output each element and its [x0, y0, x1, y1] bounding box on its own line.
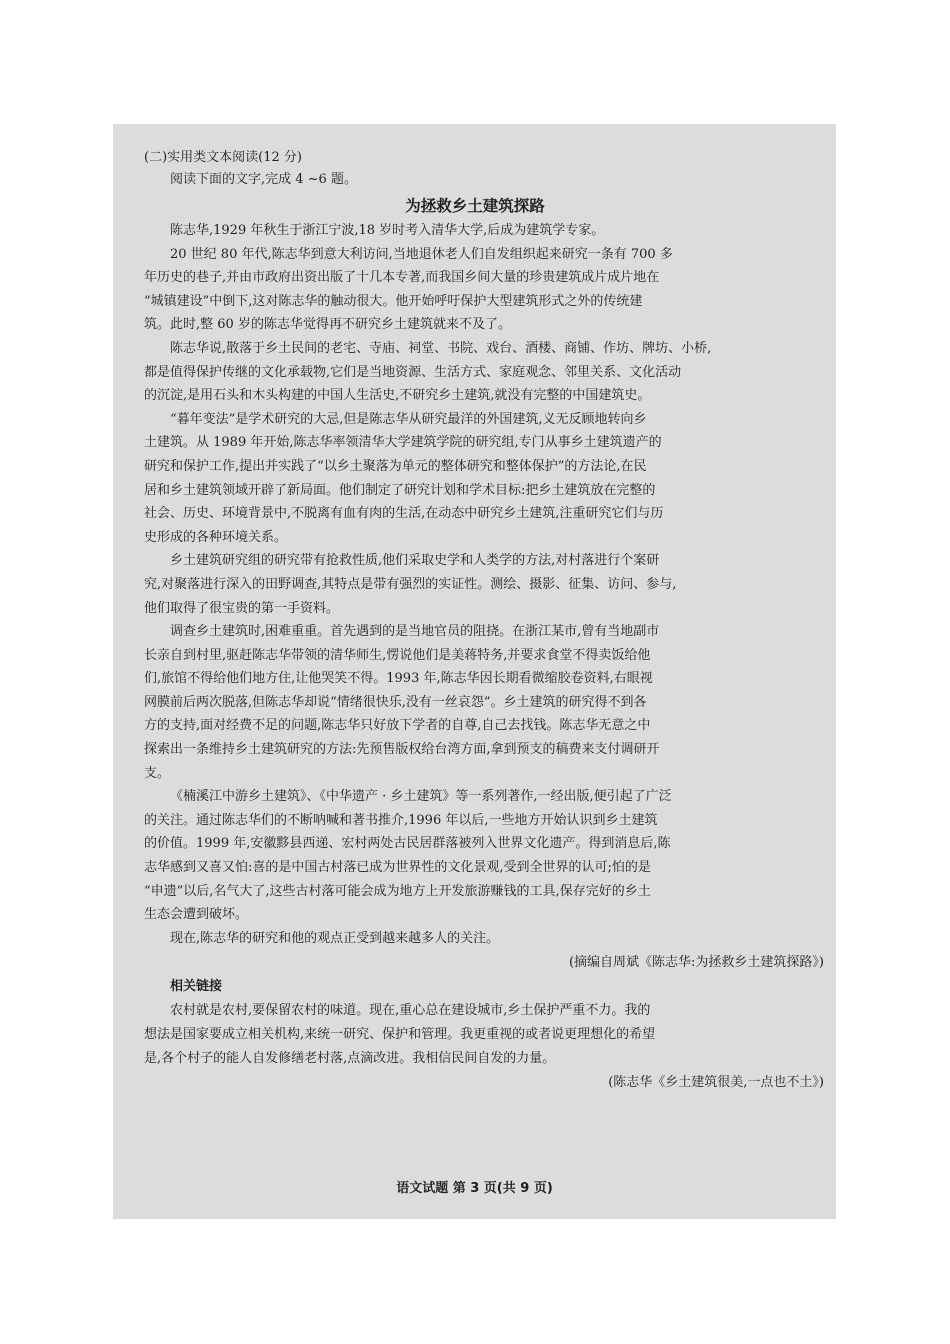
related-line: 想法是国家要成立相关机构,来统一研究、保护和管理。我更重视的或者说更理想化的希望	[144, 1027, 656, 1042]
related-link-body	[144, 999, 826, 1070]
page-footer: 语文试题 第 3 页(共 9 页)	[396, 1181, 553, 1196]
paragraph-line: “申遗”以后,名气大了,这些古村落可能会成为地方上开发旅游赚钱的工具,保存完好的乡土	[144, 883, 651, 899]
paragraph-line: 乡土建筑研究组的研究带有抢救性质,他们采取史学和人类学的方法,对村落进行个案研	[170, 553, 660, 569]
paragraph-line: 长亲自到村里,驱赶陈志华带领的清华师生,愣说他们是美蒋特务,并要求食堂不得卖饭给他	[144, 647, 651, 663]
paragraph-line: 网膜前后两次脱落,但陈志华却说“情绪很快乐,没有一丝哀怨”。乡土建筑的研究得不到各	[144, 694, 647, 710]
paragraph-line: 们,旅馆不得给他们地方住,让他哭笑不得。1993 年,陈志华因长期看微缩胶卷资料,右眼视	[144, 671, 653, 687]
paragraph-line: 调查乡土建筑时,困难重重。首先遇到的是当地官员的阻挠。在浙江某市,曾有当地副市	[170, 624, 660, 640]
paragraph-line: 生态会遭到破坏。	[144, 907, 249, 923]
paragraph-line: “城镇建设”中倒下,这对陈志华的触动很大。他开始呼吁保护大型建筑形式之外的传统建	[144, 293, 643, 309]
paragraph-line: 都是值得保护传继的文化承载物,它们是当地资源、生活方式、家庭观念、邻里关系、文化活动	[144, 364, 682, 380]
paragraph-line: 志华感到又喜又怕:喜的是中国古村落已成为世界性的文化景观,受到全世界的认可;怕的是	[144, 860, 651, 876]
article-paragraph	[144, 785, 826, 927]
paragraph-line: 支。	[144, 765, 171, 781]
article-paragraph	[144, 408, 826, 550]
paragraph-line: 年历史的巷子,并由市政府出资出版了十几本专著,而我国乡间大量的珍贵建筑成片成片地在	[144, 270, 660, 286]
paragraph-line: 陈志华,1929 年秋生于浙江宁波,18 岁时考入清华大学,后成为建筑学专家。	[170, 223, 605, 238]
paragraph-line: 土建筑。从 1989 年开始,陈志华率领清华大学建筑学院的研究组,专门从事乡土建筑遗产的	[144, 435, 662, 451]
article-paragraph	[144, 620, 826, 785]
paragraph-line: 探索出一条维持乡土建筑研究的方法:先预售版权给台湾方面,拿到预支的稿费来支付调研开	[144, 742, 660, 758]
article-source: (摘编自周斌《陈志华:为拯救乡土建筑探路》)	[568, 955, 824, 971]
article-paragraph	[144, 219, 826, 243]
exam-page	[113, 124, 836, 1219]
related-line: 是,各个村子的能人自发修缮老村落,点滴改进。我相信民间自发的力量。	[144, 1050, 556, 1066]
article-paragraph	[144, 927, 826, 951]
paragraph-line: 社会、历史、环境背景中,不脱离有血有肉的生活,在动态中研究乡土建筑,注重研究它们与历	[144, 506, 664, 522]
paragraph-line: 他们取得了很宝贵的第一手资料。	[144, 600, 340, 616]
article-paragraph	[144, 243, 826, 337]
paragraph-line: 的价值。1999 年,安徽黟县西递、宏村两处古民居群落被列入世界文化遗产。得到消息后,陈	[144, 836, 671, 852]
paragraph-line: 20 世纪 80 年代,陈志华到意大利访问,当地退休老人们自发组织起来研究一条有 700 多	[170, 246, 673, 262]
article-body	[144, 219, 826, 950]
article-paragraph	[144, 337, 826, 408]
paragraph-line: 究,对聚落进行深入的田野调查,其特点是带有强烈的实证性。测绘、摄影、征集、访问、参与,	[144, 576, 677, 592]
related-line: 农村就是农村,要保留农村的味道。现在,重心总在建设城市,乡土保护严重不力。我的	[170, 1003, 651, 1019]
paragraph-line: 现在,陈志华的研究和他的观点正受到越来越多人的关注。	[170, 930, 500, 946]
paragraph-line: “暮年变法”是学术研究的大忌,但是陈志华从研究最洋的外国建筑,义无反顾地转向乡	[170, 411, 647, 427]
paragraph-line: 的沉淀,是用石头和木头构建的中国人生活史,不研究乡土建筑,就没有完整的中国建筑史。	[144, 388, 651, 404]
related-source: (陈志华《乡土建筑很美,一点也不土》)	[608, 1075, 824, 1091]
paragraph-line: 筑。此时,整 60 岁的陈志华觉得再不研究乡土建筑就来不及了。	[144, 317, 511, 333]
article-title: 为拯救乡土建筑探路	[405, 197, 545, 215]
article-paragraph	[144, 549, 826, 620]
paragraph-line: 居和乡土建筑领域开辟了新局面。他们制定了研究计划和学术目标:把乡土建筑放在完整的	[144, 482, 656, 498]
section-instruction: 阅读下面的文字,完成 4 ~6 题。	[170, 172, 357, 187]
paragraph-line: 陈志华说,散落于乡土民间的老宅、寺庙、祠堂、书院、戏台、酒楼、商铺、作坊、牌坊、小桥,	[170, 340, 712, 356]
paragraph-line: 研究和保护工作,提出并实践了“以乡土聚落为单元的整体研究和整体保护”的方法论,在民	[144, 458, 647, 474]
related-link-heading: 相关链接	[170, 979, 223, 995]
paragraph-line: 《楠溪江中游乡土建筑》、《中华遗产 · 乡土建筑》等一系列著作,一经出版,便引起了广泛	[170, 789, 672, 805]
section-heading: (二)实用类文本阅读(12 分)	[144, 150, 302, 165]
paragraph-line: 方的支持,面对经费不足的问题,陈志华只好放下学者的自尊,自己去找钱。陈志华无意之中	[144, 718, 651, 734]
paragraph-line: 的关注。通过陈志华们的不断呐喊和著书推介,1996 年以后,一些地方开始认识到乡土建筑	[144, 812, 658, 828]
paragraph-line: 史形成的各种环境关系。	[144, 529, 288, 545]
